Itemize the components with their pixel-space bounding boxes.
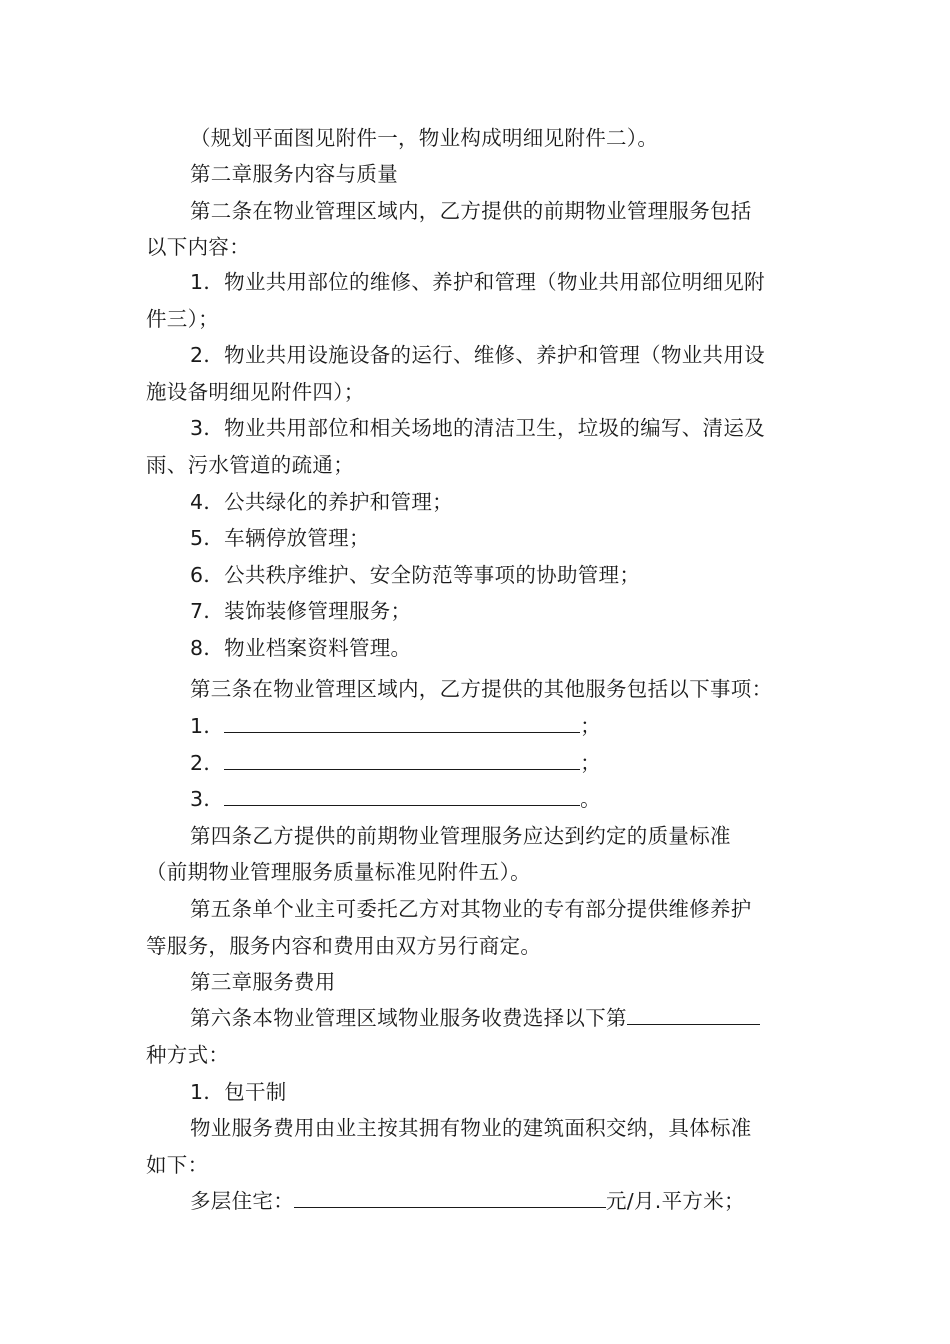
paragraph-line: 物业服务费用由业主按其拥有物业的建筑面积交纳，具体标准 bbox=[190, 1116, 752, 1140]
blank-list-item bbox=[190, 712, 601, 740]
paragraph-line: （规划平面图见附件一，物业构成明细见附件二）。 bbox=[190, 126, 659, 150]
fee-unit: 元/月.平方米； bbox=[606, 1189, 745, 1213]
paragraph-line: 如下： bbox=[146, 1153, 209, 1177]
paragraph-line: 第三条在物业管理区域内，乙方提供的其他服务包括以下事项： bbox=[190, 677, 773, 701]
fill-in-blank bbox=[627, 1004, 760, 1025]
paragraph-line: 第四条乙方提供的前期物业管理服务应达到约定的质量标准 bbox=[190, 824, 731, 848]
list-item: 5．车辆停放管理； bbox=[190, 526, 370, 550]
list-item: 7．装饰装修管理服务； bbox=[190, 599, 412, 623]
paragraph-line bbox=[190, 1004, 760, 1032]
paragraph-line: 以下内容： bbox=[146, 235, 250, 259]
list-item: 6．公共秩序维护、安全防范等事项的协助管理； bbox=[190, 563, 641, 587]
paragraph-line: （前期物业管理服务质量标准见附件五）。 bbox=[146, 860, 531, 884]
list-item: 1．物业共用部位的维修、养护和管理（物业共用部位明细见附 bbox=[190, 270, 765, 294]
list-item: 4．公共绿化的养护和管理； bbox=[190, 490, 453, 514]
item-end: ； bbox=[580, 714, 601, 738]
clause-text: 第六条本物业管理区域物业服务收费选择以下第 bbox=[190, 1006, 627, 1030]
paragraph-line: 等服务，服务内容和费用由双方另行商定。 bbox=[146, 934, 542, 958]
chapter-heading: 第二章服务内容与质量 bbox=[190, 162, 398, 186]
paragraph-line: 施设备明细见附件四）； bbox=[146, 380, 365, 404]
fee-label: 多层住宅： bbox=[190, 1189, 294, 1213]
fill-in-blank bbox=[224, 712, 580, 733]
paragraph-line: 件三）； bbox=[146, 307, 219, 331]
list-item: 2．物业共用设施设备的运行、维修、养护和管理（物业共用设 bbox=[190, 343, 765, 367]
paragraph-line: 种方式： bbox=[146, 1043, 230, 1067]
list-item: 1．包干制 bbox=[190, 1080, 287, 1104]
blank-list-item bbox=[190, 785, 601, 813]
item-number: 1． bbox=[190, 714, 225, 738]
item-end: 。 bbox=[580, 787, 601, 811]
blank-list-item bbox=[190, 749, 601, 777]
list-item: 8．物业档案资料管理。 bbox=[190, 636, 412, 660]
item-number: 3． bbox=[190, 787, 225, 811]
fill-in-blank bbox=[224, 785, 580, 806]
fee-line bbox=[190, 1187, 745, 1215]
fill-in-blank bbox=[294, 1187, 606, 1208]
item-end: ； bbox=[580, 751, 601, 775]
paragraph-line: 雨、污水管道的疏通； bbox=[146, 453, 354, 477]
chapter-heading: 第三章服务费用 bbox=[190, 970, 336, 994]
list-item: 3．物业共用部位和相关场地的清洁卫生，垃圾的编写、清运及 bbox=[190, 416, 765, 440]
paragraph-line: 第二条在物业管理区域内，乙方提供的前期物业管理服务包括 bbox=[190, 199, 752, 223]
paragraph-line: 第五条单个业主可委托乙方对其物业的专有部分提供维修养护 bbox=[190, 897, 752, 921]
item-number: 2． bbox=[190, 751, 225, 775]
fill-in-blank bbox=[224, 749, 580, 770]
